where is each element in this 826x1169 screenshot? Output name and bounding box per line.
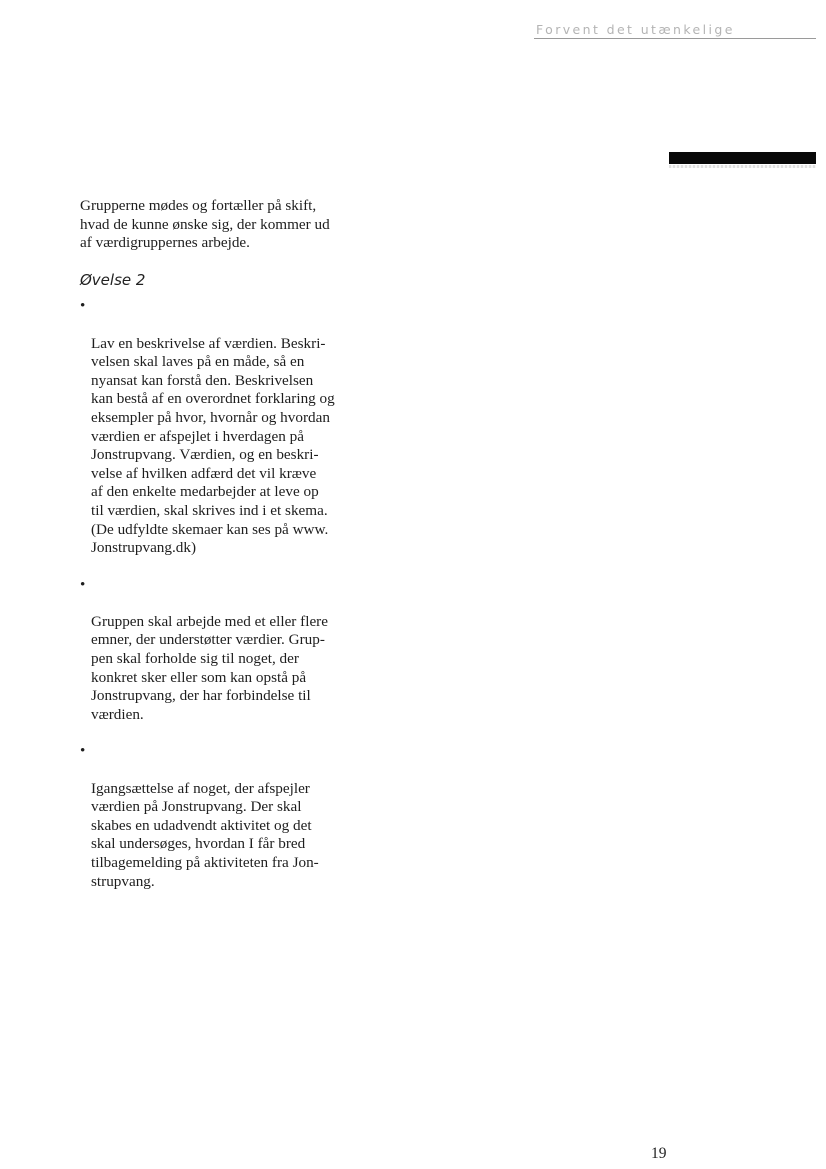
- list-item: [80, 576, 370, 725]
- list-item: [80, 297, 370, 557]
- bullet-icon: •: [80, 575, 86, 593]
- list-item-text: Gruppen skal arbejde med et eller flere emner, der understøtter værdier. Grup- pen skal forholde sig til noget, der konkret sker eller som kan opstå på Jonstrupvang, der har forbindelse til værdien.: [91, 612, 328, 723]
- decorative-black-bar: [669, 152, 816, 164]
- page-number: 19: [651, 1145, 667, 1162]
- decorative-bar-fringe: [669, 165, 816, 168]
- bullet-icon: •: [80, 742, 86, 760]
- bullet-icon: •: [80, 297, 86, 315]
- intro-paragraph: Grupperne mødes og fortæller på skift, hvad de kunne ønske sig, der kommer ud af værdigruppernes arbejde.: [80, 197, 330, 252]
- main-text-column: [80, 197, 370, 909]
- list-item-text: Igangsættelse af noget, der afspejler værdien på Jonstrupvang. Der skal skabes en udadvendt aktivitet og det skal undersøges, hvordan I får bred tilbagemelding på aktiviteten fra Jon- strupvang.: [91, 779, 319, 890]
- header-rule: [534, 38, 816, 39]
- section-heading: Øvelse 2: [80, 270, 146, 289]
- running-header-title: Forvent det utænkelige: [536, 22, 735, 37]
- list-item-text: Lav en beskrivelse af værdien. Beskri- velsen skal laves på en måde, så en nyansat kan forstå den. Beskrivelsen kan bestå af en overordnet forklaring og eksempler på hvor, hvornår og hvordan værdien er afspejlet i hverdagen på Jonstrupvang. Værdien, og en beskri- velse af hvilken adfærd det vil kræve af den enkelte medarbejder at leve op til værdien, skal skrives ind i et skema. (De udfyldte skemaer kan ses på www. Jonstrupvang.dk): [91, 334, 335, 557]
- list-item: [80, 742, 370, 891]
